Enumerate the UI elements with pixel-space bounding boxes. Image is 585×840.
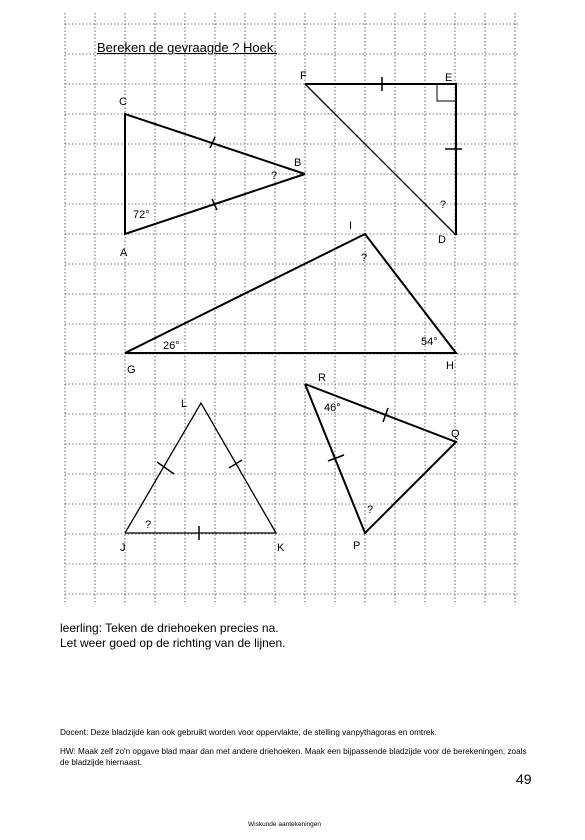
vertex-label-b: B xyxy=(294,157,302,169)
unknown-angle-p: ? xyxy=(367,504,374,516)
angle-label-r: 46° xyxy=(324,402,341,414)
dotted-grid xyxy=(65,13,520,605)
unknown-angle-b: ? xyxy=(271,170,278,182)
tick-mark xyxy=(229,460,242,468)
vertex-label-i: I xyxy=(349,220,353,232)
triangle-igh-outline xyxy=(125,234,456,353)
vertex-label-h: H xyxy=(446,360,454,372)
vertex-label-g: G xyxy=(127,364,136,376)
vertex-label-k: K xyxy=(277,542,285,554)
right-angle-mark xyxy=(437,84,456,101)
instruction-line-2: Let weer goed op de richting van de lijnen. xyxy=(60,636,286,650)
vertex-label-e: E xyxy=(445,72,453,84)
teacher-note: Docent: Deze bladzijde kan ook gebruikt worden voor oppervlakte, de stelling vanpythagoras en omtrek. xyxy=(60,728,437,737)
vertex-label-d: D xyxy=(438,234,446,246)
page-title: Bereken de gevraagde ? Hoek. xyxy=(97,40,277,55)
triangle-fed-hypotenuse xyxy=(305,84,456,235)
vertex-label-f: F xyxy=(300,70,307,82)
homework-note: HW: Maak zelf zo'n opgave blad maar dan met andere driehoeken. Maak een bijpassende bladzijde voor de berekeningen, zoals de bladzijde hiernaast. xyxy=(60,747,527,767)
angle-label-h: 54° xyxy=(421,336,438,348)
vertex-label-q: Q xyxy=(451,428,460,440)
triangle-ljk-outline xyxy=(125,403,276,533)
angle-label-a: 72° xyxy=(133,209,150,221)
triangle-fed xyxy=(305,77,462,235)
vertex-label-r: R xyxy=(318,372,326,384)
angle-label-g: 26° xyxy=(163,340,180,352)
page-number: 49 xyxy=(516,771,532,787)
student-instructions xyxy=(60,621,286,651)
unknown-angle-d: ? xyxy=(440,199,447,211)
vertex-label-a: A xyxy=(120,247,128,259)
triangle-igh xyxy=(125,234,456,353)
instruction-line-1: leerling: Teken de driehoeken precies na. xyxy=(60,621,279,635)
unknown-angle-j: ? xyxy=(145,519,152,531)
vertex-label-c: C xyxy=(119,96,127,108)
vertex-label-j: J xyxy=(120,542,126,554)
footer-text: Wiskunde aantekeningen xyxy=(248,821,321,828)
vertex-label-l: L xyxy=(181,398,188,410)
unknown-angle-i: ? xyxy=(361,252,368,264)
vertex-label-p: P xyxy=(353,540,361,552)
